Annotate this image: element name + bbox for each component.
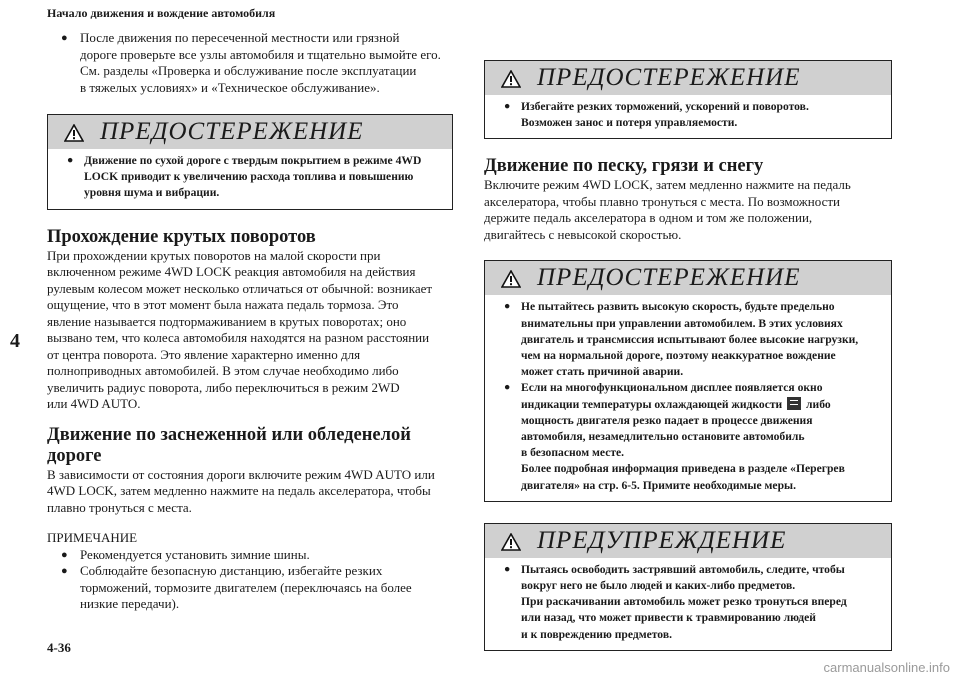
bullet-icon: ● (67, 155, 74, 166)
left-column (47, 30, 453, 613)
bullet-icon: ● (504, 301, 511, 313)
bullet-icon: ● (61, 565, 68, 578)
page-number: 4-36 (47, 640, 71, 655)
warning-triangle-icon (64, 124, 84, 142)
watermark: carmanualsonline.info (823, 660, 950, 675)
bullet-icon: ● (504, 382, 511, 394)
section-body: Включите режим 4WD LOCK, затем медленно нажмите на педаль акселератора, чтобы плавно тронуться с места. По возможности держите педаль акселератора в одном и том же положении, двигайтесь с невысокой скоростью. (484, 177, 851, 242)
warning-box-stuck-vehicle (484, 523, 892, 651)
warning-header (485, 524, 891, 558)
intro-bullet: ● После движения по пересеченной местности или грязной дороге проверьте все узлы автомобиля и тщательно вымойте его. См. разделы «Проверка и обслуживание после эксплуатации в тяжелых условиях» и «Техническое обслуживание». (61, 30, 441, 95)
bullet-icon: ● (504, 563, 511, 575)
warning-triangle-icon (501, 70, 521, 88)
note-bullet: ● Соблюдайте безопасную дистанцию, избегайте резких торможений, тормозите двигателем (переключаясь на более низкие передачи). (61, 563, 412, 612)
warning-title: ПРЕДУПРЕЖДЕНИЕ (537, 526, 787, 554)
warning-title: ПРЕДОСТЕРЕЖЕНИЕ (100, 118, 364, 145)
warning-title: ПРЕДОСТЕРЕЖЕНИЕ (537, 264, 801, 292)
section-heading: Движение по песку, грязи и снегу (484, 156, 764, 177)
note-label: ПРИМЕЧАНИЕ (47, 530, 138, 546)
section-heading: Прохождение крутых поворотов (47, 226, 316, 247)
section-body: При прохождении крутых поворотов на малой скорости при включенном режиме 4WD LOCK реакция автомобиля на действия рулевым колесом может несколько отличаться от обычной: возникает ощущение, что в этот момент была нажата педаль тормоза. Это явление называется подтормаживанием в крутых поворотах; оно вызвано тем, что колеса автомобиля находятся на разном расстоянии от центра поворота. Это явление характерно именно для полноприводных автомобилей. В этом случае необходимо либо увеличить радиус поворота, либо переключиться в режим 2WD или 4WD AUTO. (47, 247, 433, 412)
warning-header (485, 261, 891, 295)
warning-bullet: ● Пытаясь освободить застрявший автомобиль, следите, чтобы вокруг него не было людей и каких-либо предметов. При раскачивании автомобиль может резко тронуться вперед или назад, что может привести к травмированию людей и к повреждению предметов. (504, 562, 847, 641)
bullet-icon: ● (504, 101, 511, 112)
warning-header (48, 115, 452, 149)
warning-triangle-icon (501, 270, 521, 288)
section-heading: Движение по заснеженной или обледенелой дороге (47, 424, 411, 466)
chapter-tab: 4 (10, 330, 20, 352)
warning-box-avoid-sharp (484, 60, 892, 139)
section-sharp-turns (47, 227, 453, 413)
section-body: В зависимости от состояния дороги включите режим 4WD AUTO или 4WD LOCK, затем медленно нажмите на педаль акселератора, чтобы плавно тронуться с места. (47, 466, 435, 515)
warning-bullet: ● Не пытайтесь развить высокую скорость, будьте предельно внимательны при управлении автомобилем. В этих условиях двигатель и трансмиссия испытывают более высокие нагрузки, чем на нормальной дороге, поэтому неаккуратное вождение может стать причиной аварии. (504, 300, 859, 379)
warning-header (485, 61, 891, 95)
warning-bullet: ● Избегайте резких торможений, ускорений и поворотов. Возможен занос и потеря управляемости. (504, 100, 809, 130)
warning-box-high-speed (484, 260, 892, 501)
warning-triangle-icon (501, 533, 521, 551)
section-snow-ice (47, 425, 453, 517)
warning-bullet: ● Если на многофункциональном дисплее появляется окно индикации температуры охлаждающей жидкости либо мощность двигателя резко падает в процессе движения автомобиля, незамедлительно остановите автомобиль в безопасном месте. Более подробная информация приведена в разделе «Перегрев двигателя» на стр. 6-5. Примите необходимые меры. (504, 381, 845, 492)
coolant-temperature-icon (787, 397, 801, 410)
bullet-icon: ● (61, 32, 68, 44)
warning-title: ПРЕДОСТЕРЕЖЕНИЕ (537, 64, 801, 91)
note-block (47, 530, 453, 613)
bullet-icon: ● (61, 548, 68, 561)
warning-bullet: ● Движение по сухой дороге с твердым покрытием в режиме 4WD LOCK приводит к увеличению расхода топлива и повышению уровня шума и вибрации. (67, 154, 422, 200)
page-header: Начало движения и вождение автомобиля (47, 6, 276, 20)
right-column (484, 60, 892, 651)
warning-box-dry-road (47, 114, 453, 210)
section-sand-mud-snow (484, 156, 892, 243)
note-bullet: ● Рекомендуется установить зимние шины. (61, 546, 310, 562)
